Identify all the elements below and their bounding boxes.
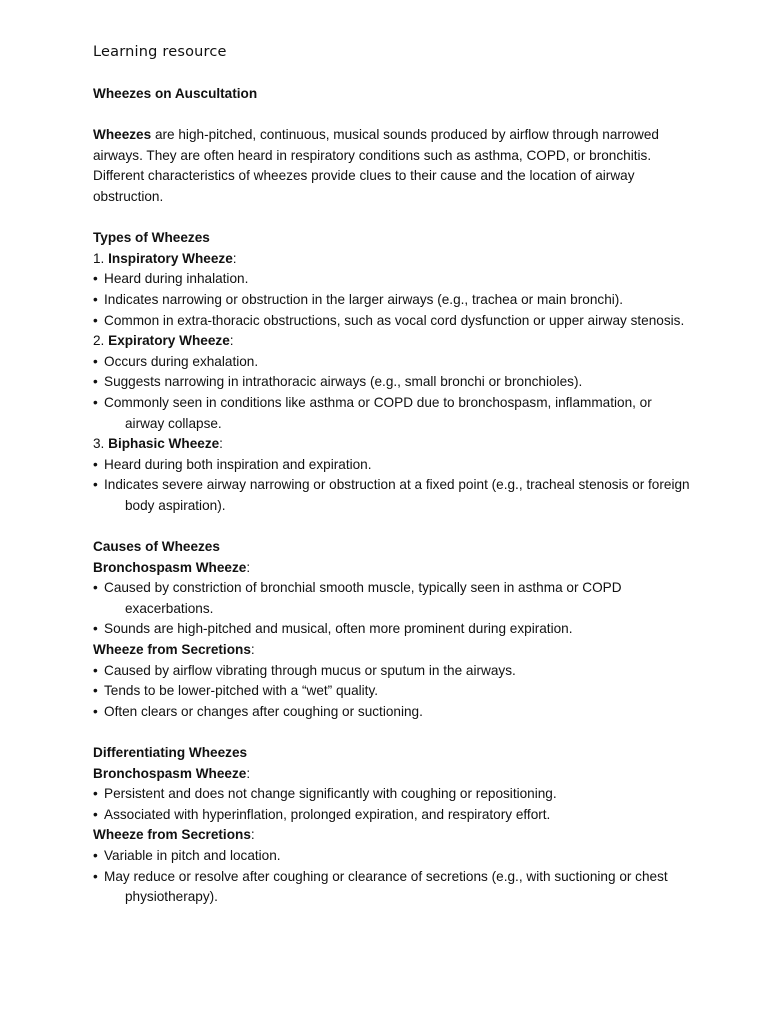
bullet-item [93,578,693,619]
bullet-text: Caused by constriction of bronchial smooth muscle, typically seen in asthma or COPD exacerbations. [104,580,622,616]
subsection-colon: : [250,642,255,658]
bullet-icon: • [93,662,98,678]
intro-text: are high-pitched, continuous, musical sounds produced by airflow through narrowed airways. They are often heard in respiratory conditions such as asthma, COPD, or bronchitis. Different characteristics of wheezes provide clues to their cause and the location of airway obstruction. [93,127,659,204]
bullet-text: Indicates severe airway narrowing or obstruction at a fixed point (e.g., tracheal stenosis or foreign body aspiration). [104,477,690,513]
section-heading: Causes of Wheezes [93,539,220,555]
subsection-title: Biphasic Wheeze [108,436,220,452]
subsection-heading [93,434,693,455]
bullet-text: Persistent and does not change significantly with coughing or repositioning. [104,786,557,802]
bullet-item [93,702,693,723]
bullet-text: Heard during both inspiration and expiration. [104,456,372,472]
subsection-title: Expiratory Wheeze [108,333,230,349]
bullet-item [93,846,693,867]
bullet-item [93,681,693,702]
bullet-text: Occurs during exhalation. [104,353,259,369]
subsection-colon: : [219,436,223,452]
bullet-icon: • [93,703,98,719]
bullet-item [93,455,693,476]
bullet-text: Variable in pitch and location. [104,847,281,863]
section [93,743,693,908]
bullet-icon: • [93,312,98,328]
subsection-title: Bronchospasm Wheeze [93,559,247,575]
bullet-text: Indicates narrowing or obstruction in the larger airways (e.g., trachea or main bronchi). [104,291,624,307]
subsection-title: Bronchospasm Wheeze [93,765,247,781]
section-heading: Differentiating Wheezes [93,745,248,760]
bullet-icon: • [93,456,98,472]
subsection-title: Wheeze from Secretions [93,827,251,843]
subsection-colon: : [246,765,251,781]
bullet-icon: • [93,374,98,390]
subsection-heading [93,249,693,270]
document-title: Wheezes on Auscultation [93,86,258,101]
bullet-text: Common in extra-thoracic obstructions, such as vocal cord dysfunction or upper airway stenosis. [104,312,685,328]
subsection-heading [93,640,693,661]
subsection-number: 2. [93,333,109,349]
bullet-icon: • [93,291,98,307]
bullet-text: May reduce or resolve after coughing or clearance of secretions (e.g., with suctioning or chest physiotherapy). [104,868,668,905]
bullet-icon: • [93,477,98,493]
bullet-item [93,619,693,640]
subsection-heading [93,331,693,352]
document-page [93,40,693,908]
bullet-icon: • [93,353,98,369]
bullet-item [93,475,693,516]
bullet-item [93,311,693,332]
subsection-colon: : [246,559,251,575]
bullet-item [93,352,693,373]
subsection-heading [93,764,693,785]
section [93,537,693,722]
subsection-number: 1. [93,250,109,266]
bullet-icon: • [93,271,98,287]
bullet-item [93,269,693,290]
subsection-colon: : [229,333,234,349]
bullet-icon: • [93,868,98,884]
bullet-item [93,805,693,826]
bullet-text: Commonly seen in conditions like asthma or COPD due to bronchospasm, inflammation, or airway collapse. [104,394,652,431]
subsection-title: Wheeze from Secretions [93,642,251,658]
subsection-colon: : [232,250,237,266]
bullet-text: Heard during inhalation. [104,271,249,287]
bullet-icon: • [93,683,98,699]
bullet-item [93,393,693,434]
bullet-text: Sounds are high-pitched and musical, often more prominent during expiration. [104,621,573,637]
bullet-text: Suggests narrowing in intrathoracic airways (e.g., small bronchi or bronchioles). [104,374,583,390]
bullet-item [93,867,693,908]
bullet-icon: • [93,786,98,802]
bullet-icon: • [93,394,98,410]
bullet-text: Caused by airflow vibrating through mucus or sputum in the airways. [104,662,516,678]
bullet-icon: • [93,806,98,822]
bullet-item [93,372,693,393]
subsection-colon: : [250,827,255,843]
section-heading: Types of Wheezes [93,230,210,246]
subsection-title: Inspiratory Wheeze [108,250,233,266]
subsection-heading [93,825,693,846]
subsection-heading [93,558,693,579]
bullet-icon: • [93,580,98,596]
bullet-text: Associated with hyperinflation, prolonged expiration, and respiratory effort. [104,806,551,822]
subsection-number: 3. [93,436,109,452]
intro-paragraph [93,125,693,207]
bullet-text: Often clears or changes after coughing or suctioning. [104,703,423,719]
bullet-item [93,661,693,682]
bullet-text: Tends to be lower-pitched with a “wet” quality. [104,683,379,699]
document-header-label: Learning resource [93,44,227,60]
bullet-icon: • [93,847,98,863]
intro-term: Wheezes [93,127,152,143]
bullet-icon: • [93,621,98,637]
bullet-item [93,784,693,805]
section [93,228,693,516]
bullet-item [93,290,693,311]
sections-container [93,228,693,908]
